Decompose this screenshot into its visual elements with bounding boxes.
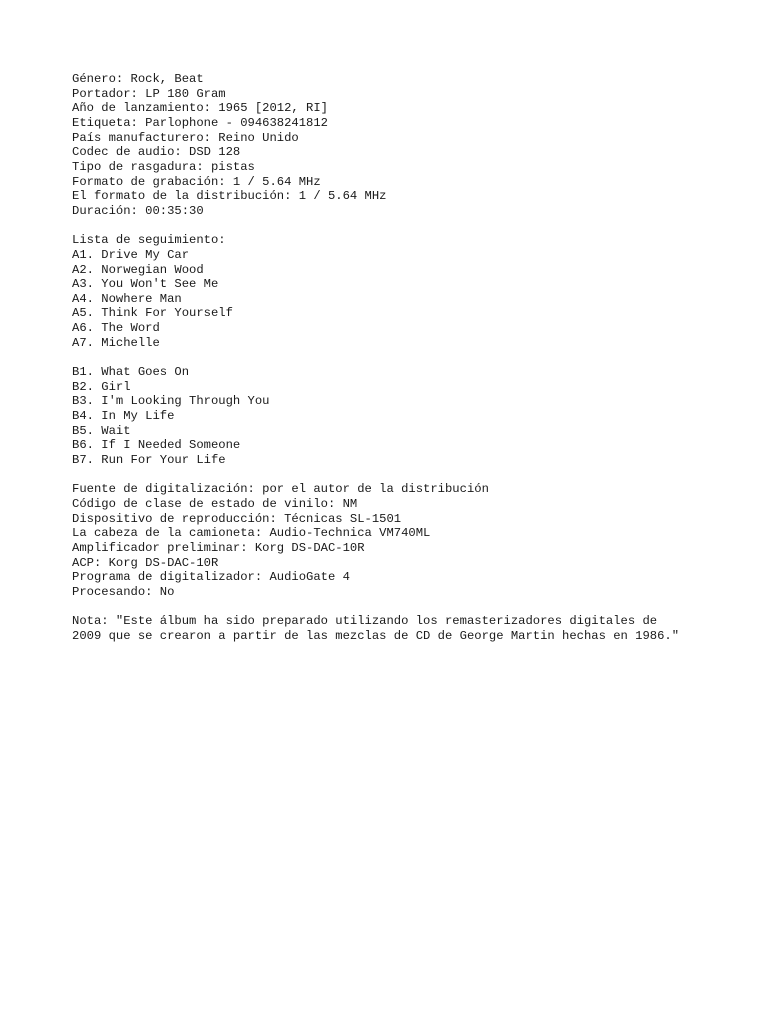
track-item: B5. Wait: [72, 423, 131, 438]
spacer: [72, 350, 732, 365]
processing: Procesando: No: [72, 584, 175, 599]
digitization-details: [72, 482, 732, 599]
detail-country: País manufacturero: Reino Unido: [72, 130, 299, 145]
detail-carrier: Portador: LP 180 Gram: [72, 86, 226, 101]
detail-duration: Duración: 00:35:30: [72, 203, 204, 218]
digitizer-software: Programa de digitalizador: AudioGate 4: [72, 570, 350, 585]
detail-rip-type: Tipo de rasgadura: pistas: [72, 159, 255, 174]
track-item: B2. Girl: [72, 379, 131, 394]
track-item: B1. What Goes On: [72, 365, 190, 380]
tracklist: [72, 233, 732, 467]
tracklist-side-b: [72, 365, 732, 468]
track-item: A5. Think For Yourself: [72, 306, 233, 321]
playback-device: Dispositivo de reproducción: Técnicas SL-1501: [72, 511, 402, 526]
track-item: A6. The Word: [72, 321, 160, 336]
adc: ACP: Korg DS-DAC-10R: [72, 555, 219, 570]
detail-recording-format: Formato de grabación: 1 / 5.64 MHz: [72, 174, 321, 189]
preamplifier: Amplificador preliminar: Korg DS-DAC-10R: [72, 540, 365, 555]
track-item: B6. If I Needed Someone: [72, 438, 241, 453]
track-item: A3. You Won't See Me: [72, 277, 219, 292]
note-line: Nota: "Este álbum ha sido preparado utilizando los remasterizadores digitales de: [72, 614, 658, 629]
detail-release-year: Año de lanzamiento: 1965 [2012, RI]: [72, 101, 328, 116]
tracklist-side-a: [72, 248, 732, 351]
track-item: A7. Michelle: [72, 335, 160, 350]
track-item: B7. Run For Your Life: [72, 453, 226, 468]
detail-genre: Género: Rock, Beat: [72, 72, 204, 86]
document-body: [72, 72, 732, 644]
note: [72, 614, 732, 643]
note-line: 2009 que se crearon a partir de las mezclas de CD de George Martin hechas en 1986.": [72, 628, 680, 643]
tracklist-heading: Lista de seguimiento:: [72, 233, 226, 248]
detail-distribution-format: El formato de la distribución: 1 / 5.64 MHz: [72, 189, 387, 204]
detail-audio-codec: Codec de audio: DSD 128: [72, 145, 241, 160]
track-item: A2. Norwegian Wood: [72, 262, 204, 277]
detail-label: Etiqueta: Parlophone - 094638241812: [72, 115, 328, 130]
spacer: [72, 600, 732, 615]
cartridge: La cabeza de la camioneta: Audio-Technica VM740ML: [72, 526, 431, 541]
release-details: [72, 72, 732, 219]
spacer: [72, 468, 732, 483]
vinyl-condition-code: Código de clase de estado de vinilo: NM: [72, 496, 358, 511]
track-item: B3. I'm Looking Through You: [72, 394, 270, 409]
track-item: A1. Drive My Car: [72, 247, 190, 262]
digitization-source: Fuente de digitalización: por el autor de la distribución: [72, 482, 489, 497]
track-item: B4. In My Life: [72, 409, 175, 424]
spacer: [72, 219, 732, 234]
track-item: A4. Nowhere Man: [72, 291, 182, 306]
